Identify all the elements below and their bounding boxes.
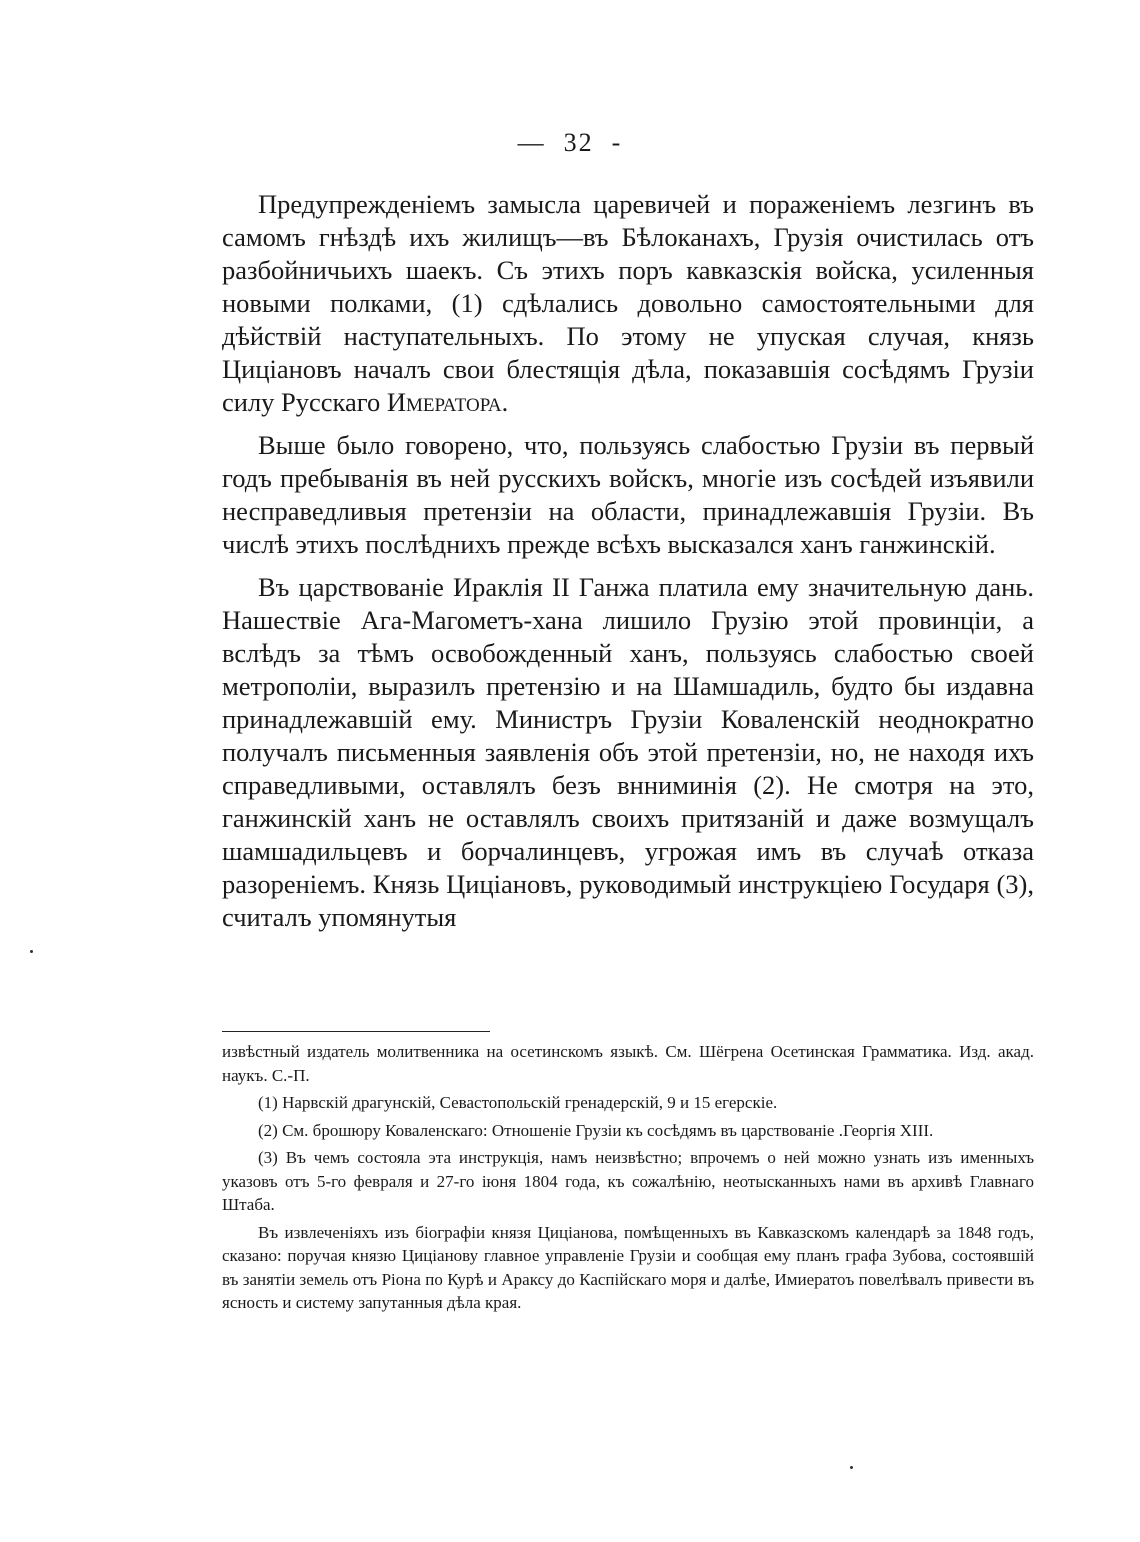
- paragraph-2: Выше было говорено, что, пользуясь слабостью Грузіи въ первый годъ пребыванія въ ней русскихъ войскъ, многіе изъ сосѣдей изъявили несправедливыя претензіи на области, принадлежавшія Грузіи. Въ числѣ этихъ послѣднихъ прежде всѣхъ высказался ханъ ганжинскій.: [222, 430, 1034, 559]
- paragraph-3: Въ царствованіе Ираклія II Ганжа платила ему значительную дань. Нашествіе Ага-Магометъ-хана лишило Грузію этой провинціи, а вслѣдъ за тѣмъ освобожденный ханъ, пользуясь слабостью своей метрополіи, выразилъ претензію и на Шамшадиль, будто бы издавна принадлежавшій ему. Министръ Грузіи Коваленскій неоднократно получалъ письменныя заявленія объ этой претензіи, но, не находя ихъ справедливыми, оставлялъ безъ внниминія (2). Не смотря на это, ганжинскій ханъ не оставлялъ своихъ притязаній и даже возмущалъ шамшадильцевъ и борчалинцевъ, угрожая имъ въ случаѣ отказа разореніемъ. Князь Цицiановъ, руководимый инструкціею Государя (3), считалъ упомянутыя: [222, 572, 1034, 932]
- paragraph-1: [222, 188, 1034, 419]
- footnote-3-continuation: Въ извлеченіяхъ изъ біографіи князя Цицiанова, помѣщенныхъ въ Кавказскомъ календарѣ за 1848 годъ, сказано: поручая князю Цицiанову главное управленіе Грузіи и сообщая ему планъ графа Зубова, состоявшій въ занятіи земель отъ Ріона по Курѣ и Араксу до Каспійскаго моря и далѣе, Имиератоъ повелѣвалъ привести въ ясность и систему запутанныя дѣла края.: [222, 1222, 1034, 1312]
- scan-speck: [850, 1466, 853, 1469]
- page-number-dash-right: -: [611, 128, 623, 157]
- main-text: [222, 188, 1034, 944]
- footnote-continuation: извѣстный издатель молитвенника на осетинскомъ языкѣ. См. Шёгрена Осетинская Грамматика. Изд. акад. наукъ. С.-П.: [222, 1042, 1034, 1085]
- footnote-2: (2) См. брошюру Коваленскаго: Отношеніе Грузіи къ сосѣдямъ въ царствованіе .Георгія XIII.: [258, 1120, 934, 1140]
- footnote-divider: [222, 1031, 490, 1032]
- page-number-value: 32: [563, 128, 594, 157]
- page-number-dash-left: —: [517, 128, 546, 157]
- paragraph-1-text: Предупрежденіемъ замысла царевичей и пораженіемъ лезгинъ въ самомъ гнѣздѣ ихъ жилищъ—въ Бѣлоканахъ, Грузія очистилась отъ разбойничьихъ шаекъ. Съ этихъ поръ кавказскія войска, усиленныя новыми полками, (1) сдѣлались довольно самостоятельными для дѣйствій наступательныхъ. По этому не упуская случая, князь Цицiановъ началъ свои блестящія дѣла, показавшія сосѣдямъ Грузіи силу Русскаго: [222, 189, 1034, 417]
- paragraph-1-end: Имератора.: [386, 387, 509, 417]
- scan-speck: [30, 950, 33, 953]
- footnotes: [222, 1040, 1034, 1319]
- page-number: [0, 128, 1140, 158]
- footnote-3: (3) Въ чемъ состояла эта инструкція, намъ неизвѣстно; впрочемъ о ней можно узнать изъ именныхъ указовъ отъ 5-го февраля и 27-го іюня 1804 года, къ сожалѣнію, неотысканныхъ нами въ архивѣ Главнаго Штаба.: [222, 1148, 1034, 1214]
- footnote-1: (1) Нарвскій драгунскій, Севастопольскій гренадерскій, 9 и 15 егерскіе.: [258, 1093, 778, 1112]
